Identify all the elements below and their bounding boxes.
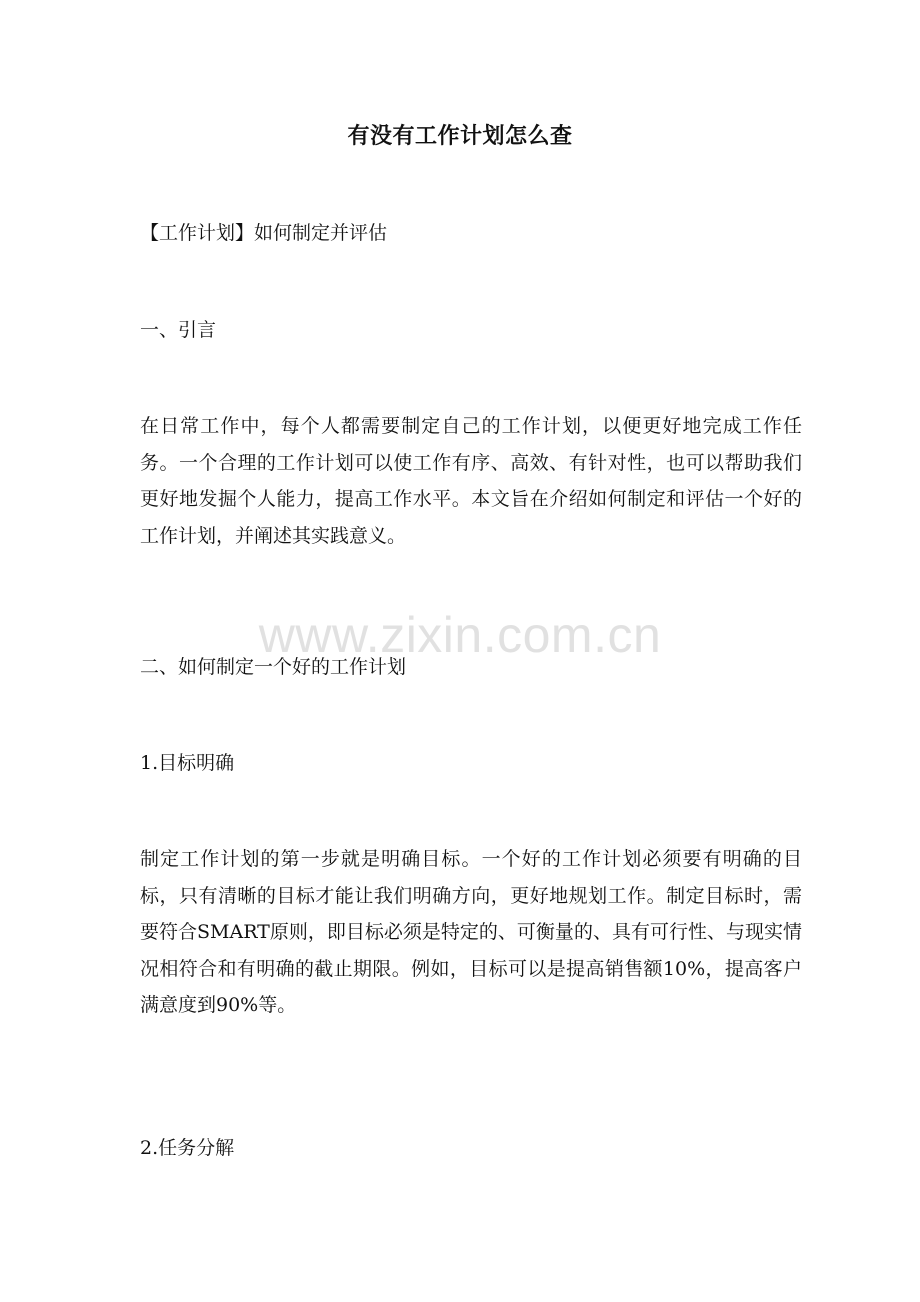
section-heading-intro: 一、引言 <box>140 319 217 341</box>
item-heading-task-breakdown: 2.任务分解 <box>140 1137 235 1159</box>
item-heading-goal: 1.目标明确 <box>140 752 235 774</box>
document-title: 有没有工作计划怎么查 <box>347 123 573 149</box>
document-subtitle: 【工作计划】如何制定并评估 <box>140 222 388 244</box>
site-watermark: www.zixin.com.cn <box>258 607 662 663</box>
goal-paragraph: 制定工作计划的第一步就是明确目标。一个好的工作计划必须要有明确的目标，只有清晰的目标才能让我们明确方向，更好地规划工作。制定目标时，需要符合SMART原则，即目标必须是特定的、可衡量的、具有可行性、与现实情况相符合和有明确的截止期限。例如，目标可以是提高销售额10%，提高客户满意度到90%等。 <box>140 848 802 1016</box>
section-heading-how-to: 二、如何制定一个好的工作计划 <box>140 656 407 678</box>
intro-paragraph: 在日常工作中，每个人都需要制定自己的工作计划，以便更好地完成工作任务。一个合理的工作计划可以使工作有序、高效、有针对性，也可以帮助我们更好地发掘个人能力，提高工作水平。本文旨在介绍如何制定和评估一个好的工作计划，并阐述其实践意义。 <box>140 415 802 547</box>
